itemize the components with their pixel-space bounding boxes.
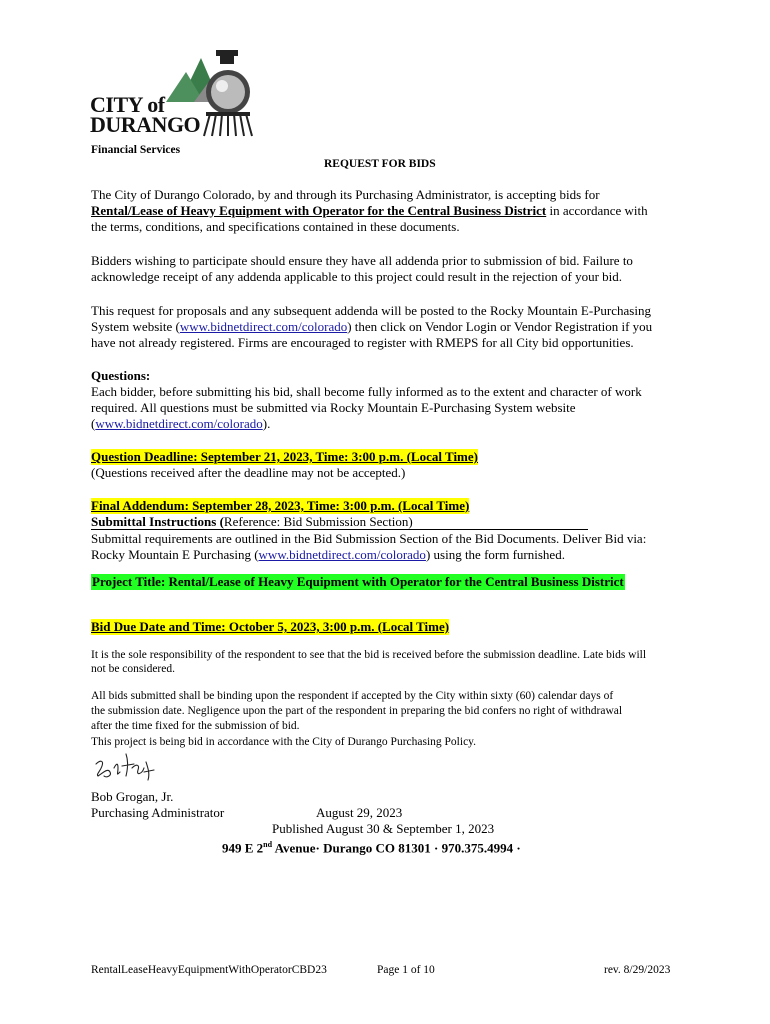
binding-line-4: This project is being bid in accordance with the City of Durango Purchasing Policy.	[91, 736, 477, 748]
questions-line-1: Each bidder, before submitting his bid, shall become fully informed as to the extent and character of work	[91, 384, 642, 399]
project-name-bold: Rental/Lease of Heavy Equipment with Operator for the Central Business District	[91, 203, 547, 218]
question-deadline-note: (Questions received after the deadline may not be accepted.)	[91, 465, 406, 480]
city-address	[222, 837, 521, 856]
questions-heading: Questions:	[91, 368, 151, 383]
city-logo	[88, 50, 260, 140]
bidnet-link-3[interactable]: www.bidnetdirect.com/colorado	[258, 547, 426, 562]
questions-line-2: required. All questions must be submitted via Rocky Mountain E-Purchasing System website	[91, 400, 576, 415]
address-ordinal: nd	[263, 840, 273, 849]
posting-line-2-pre: System website (	[91, 319, 180, 334]
published-dates: Published August 30 & September 1, 2023	[272, 821, 495, 836]
signer-name: Bob Grogan, Jr.	[91, 789, 174, 804]
questions-line-3-pre: (	[91, 416, 96, 431]
bidnet-link-1[interactable]: www.bidnetdirect.com/colorado	[179, 319, 348, 334]
intro-line-3: the terms, conditions, and specifications contained in these documents.	[91, 219, 460, 234]
addenda-line-1: Bidders wishing to participate should ensure they have all addenda prior to submission of bid. Failure to	[91, 253, 633, 268]
footer-doc-name: RentalLeaseHeavyEquipmentWithOperatorCBD23	[91, 964, 327, 976]
address-street: 949 E 2	[222, 840, 264, 856]
responsibility-line-2: not be considered.	[91, 663, 175, 675]
intro-line-1: The City of Durango Colorado, by and through its Purchasing Administrator, is accepting bids for	[91, 187, 600, 202]
address-rest: Avenue· Durango CO 81301 · 970.375.4994 ·	[272, 840, 521, 856]
submittal-line-2-pre: Rocky Mountain E Purchasing (	[91, 547, 259, 562]
responsibility-line-1: It is the sole responsibility of the respondent to see that the bid is received before the submission deadline. Late bids will	[91, 649, 647, 661]
intro-line-2	[91, 203, 648, 219]
submittal-instructions	[91, 514, 588, 530]
posting-line-1: This request for proposals and any subsequent addenda will be posted to the Rocky Mountain E-Purchasing	[91, 303, 651, 318]
signature-date: August 29, 2023	[316, 805, 403, 820]
footer-revision: rev. 8/29/2023	[604, 964, 671, 976]
posting-line-2	[91, 319, 652, 335]
intro-line-2-rest: in accordance with	[546, 203, 648, 218]
submittal-line-2-post: ) using the form furnished.	[425, 547, 565, 562]
signer-role: Purchasing Administrator	[91, 805, 225, 820]
posting-line-2-post: ) then click on Vendor Login or Vendor Registration if you	[347, 319, 653, 334]
bidnet-link-2[interactable]: www.bidnetdirect.com/colorado	[95, 416, 263, 431]
final-addendum: Final Addendum: September 28, 2023, Time: 3:00 p.m. (Local Time)	[91, 498, 470, 513]
department-label: Financial Services	[91, 144, 181, 156]
posting-line-3: have not already registered. Firms are encouraged to register with RMEPS for all City bid opportunities.	[91, 335, 634, 350]
handwritten-signature	[92, 750, 162, 786]
binding-line-3: after the time fixed for the submission of bid.	[91, 720, 300, 732]
questions-line-3	[91, 416, 270, 432]
submittal-instructions-ref: Reference: Bid Submission Section)	[223, 514, 413, 529]
questions-line-3-post: ).	[262, 416, 271, 431]
question-deadline: Question Deadline: September 21, 2023, Time: 3:00 p.m. (Local Time)	[91, 449, 478, 464]
submittal-instructions-bold: Submittal Instructions (	[91, 514, 224, 529]
project-title: Project Title: Rental/Lease of Heavy Equipment with Operator for the Central Business District	[92, 574, 624, 589]
logo-line-1: CITY of	[90, 92, 165, 117]
footer-page-number: Page 1 of 10	[377, 964, 435, 976]
logo-line-2: DURANGO	[90, 112, 201, 137]
binding-line-2: the submission date. Negligence upon the part of the respondent in preparing the bid confers no right of withdrawal	[91, 705, 623, 717]
addenda-line-2: acknowledge receipt of any addenda applicable to this project could result in the rejection of your bid.	[91, 269, 623, 284]
submittal-line-1: Submittal requirements are outlined in the Bid Submission Section of the Bid Documents. Deliver Bid via:	[91, 531, 647, 546]
submittal-line-2	[91, 547, 565, 563]
bid-due-date: Bid Due Date and Time: October 5, 2023, 3:00 p.m. (Local Time)	[91, 619, 450, 634]
document-title: REQUEST FOR BIDS	[324, 158, 436, 170]
binding-line-1: All bids submitted shall be binding upon the respondent if accepted by the City within sixty (60) calendar days of	[91, 690, 614, 702]
